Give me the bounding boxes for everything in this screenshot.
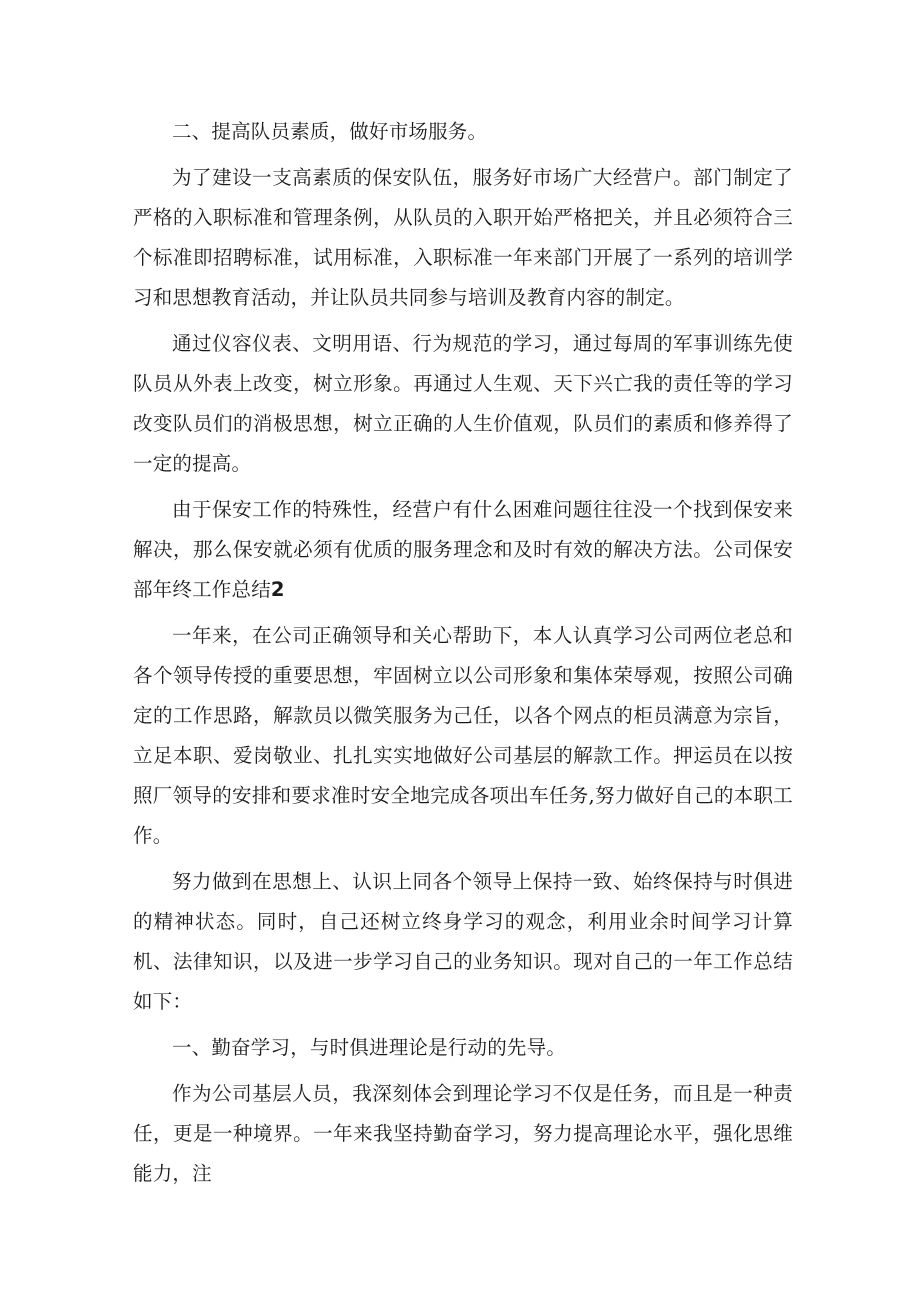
paragraph-attitude: 努力做到在思想上、认识上同各个领导上保持一致、始终保持与时俱进的精神状态。同时，自己还树立终身学习的观念，利用业余时间学习计算机、法律知识，以及进一步学习自己的业务知识。现对自己的一年工作总结如下： (133, 870, 793, 1013)
paragraph-year-review: 一年来，在公司正确领导和关心帮助下，本人认真学习公司两位老总和各个领导传授的重要思想，牢固树立以公司形象和集体荣辱观，按照公司确定的工作思路，解款员以微笑服务为己任，以各个网点的柜员满意为宗旨，立足本职、爱岗敬业、扎扎实实地做好公司基层的解款工作。押运员在以按照厂领导的安排和要求准时安全地完成各项出车任务,努力做好自己的本职工作。 (133, 624, 793, 847)
section-heading-improve-quality: 二、提高队员素质，做好市场服务。 (172, 120, 488, 143)
summary-number: 2 (270, 578, 285, 601)
paragraph-training: 通过仪容仪表、文明用语、行为规范的学习，通过每周的军事训练先使队员从外表上改变，树立形象。再通过人生观、天下兴亡我的责任等的学习改变队员们的消极思想，树立正确的人生价值观，队员们的素质和修养得了一定的提高。 (133, 332, 793, 475)
paragraph-service-text: 由于保安工作的特殊性，经营户有什么困难问题往往没一个找到保安来解决，那么保安就必须有优质的服务理念和及时有效的解决方法。公司保安部年终工作总结 (133, 498, 793, 601)
paragraph-service (133, 490, 793, 610)
paragraph-theory-study: 作为公司基层人员，我深刻体会到理论学习不仅是任务，而且是一种责任，更是一种境界。一年来我坚持勤奋学习，努力提高理论水平，强化思维能力，注 (133, 1082, 793, 1185)
document-body (133, 112, 793, 1200)
section-heading-study: 一、勤奋学习，与时俱进理论是行动的先导。 (172, 1036, 567, 1059)
paragraph-team-building: 为了建设一支高素质的保安队伍，服务好市场广大经营户。部门制定了严格的入职标准和管理条例，从队员的入职开始严格把关，并且必须符合三个标准即招聘标准，试用标准，入职标准一年来部门开展了一系列的培训学习和思想教育活动，并让队员共同参与培训及教育内容的制定。 (133, 166, 793, 309)
